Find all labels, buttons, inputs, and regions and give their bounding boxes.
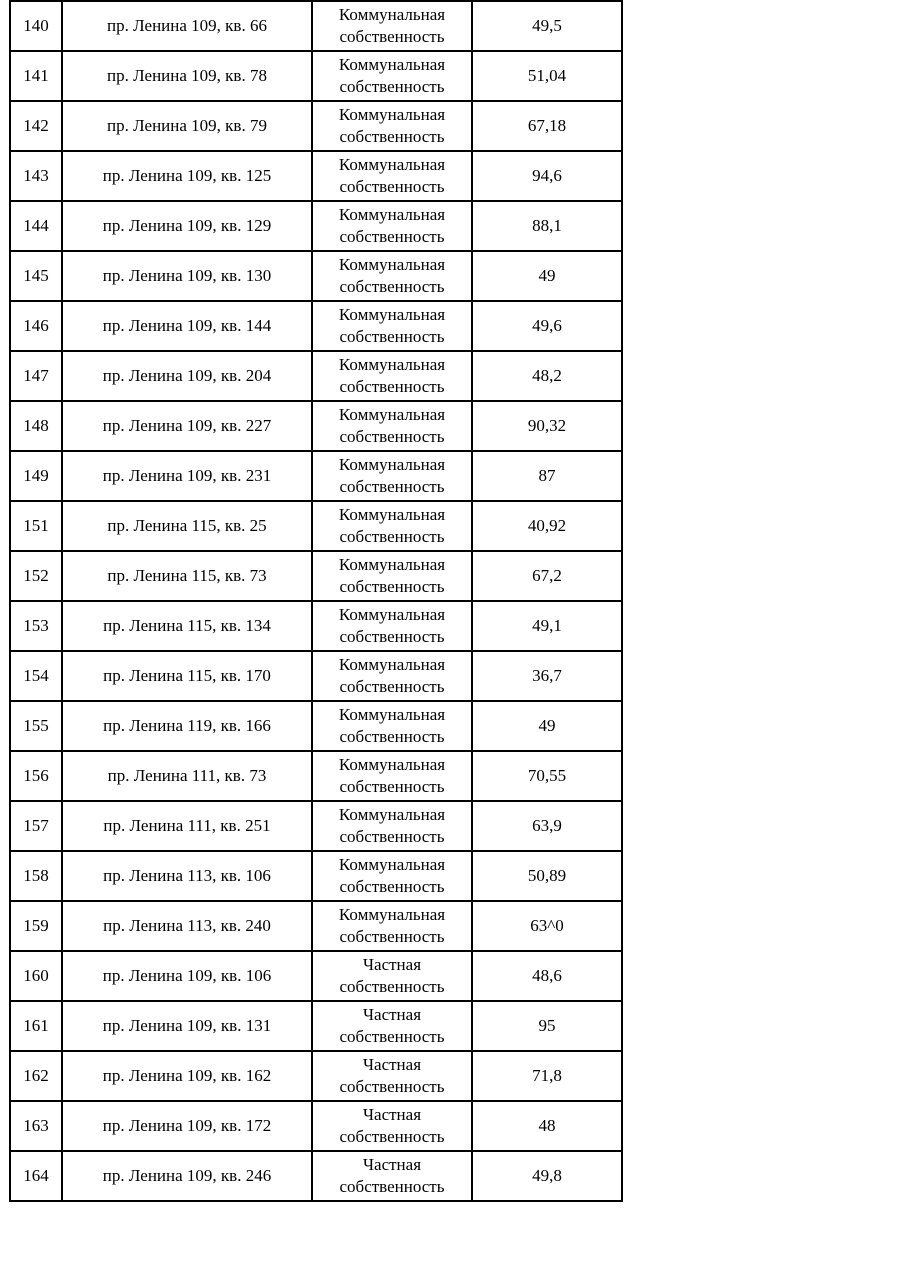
area-cell-text: 70,55 bbox=[527, 766, 567, 785]
address-cell-text: пр. Ленина 109, кв. 66 bbox=[107, 16, 267, 35]
row-number-cell bbox=[10, 251, 62, 301]
ownership-cell-text: Частная собственность bbox=[339, 1155, 445, 1196]
row-number-cell bbox=[10, 501, 62, 551]
area-cell bbox=[472, 351, 622, 401]
row-number-cell-text: 153 bbox=[23, 616, 49, 635]
ownership-cell-text: Коммунальная собственность bbox=[338, 455, 446, 496]
row-number-cell-text: 143 bbox=[23, 166, 49, 185]
document-page bbox=[9, 0, 621, 1202]
table-row bbox=[10, 1, 622, 51]
area-cell bbox=[472, 651, 622, 701]
area-cell bbox=[472, 851, 622, 901]
ownership-cell-text: Коммунальная собственность bbox=[338, 505, 446, 546]
row-number-cell-text: 144 bbox=[23, 216, 49, 235]
address-cell bbox=[62, 701, 312, 751]
row-number-cell-text: 156 bbox=[23, 766, 49, 785]
ownership-cell-text: Частная собственность bbox=[339, 1105, 445, 1146]
area-cell bbox=[472, 801, 622, 851]
address-cell-text: пр. Ленина 113, кв. 240 bbox=[103, 916, 271, 935]
area-cell-text: 49,5 bbox=[532, 16, 562, 35]
row-number-cell-text: 142 bbox=[23, 116, 49, 135]
ownership-cell bbox=[312, 951, 472, 1001]
ownership-cell bbox=[312, 1151, 472, 1201]
row-number-cell bbox=[10, 901, 62, 951]
table-row bbox=[10, 601, 622, 651]
address-cell bbox=[62, 601, 312, 651]
address-cell bbox=[62, 501, 312, 551]
area-cell bbox=[472, 151, 622, 201]
ownership-cell-text: Коммунальная собственность bbox=[338, 105, 446, 146]
area-cell-text: 90,32 bbox=[527, 416, 567, 435]
address-cell-text: пр. Ленина 111, кв. 73 bbox=[107, 766, 267, 785]
table-row bbox=[10, 851, 622, 901]
address-cell-text: пр. Ленина 115, кв. 170 bbox=[103, 666, 271, 685]
row-number-cell bbox=[10, 1151, 62, 1201]
ownership-cell bbox=[312, 651, 472, 701]
ownership-cell bbox=[312, 701, 472, 751]
address-cell bbox=[62, 801, 312, 851]
ownership-cell bbox=[312, 901, 472, 951]
ownership-cell bbox=[312, 1001, 472, 1051]
area-cell-text: 40,92 bbox=[527, 516, 567, 535]
table-row bbox=[10, 901, 622, 951]
row-number-cell-text: 145 bbox=[23, 266, 49, 285]
table-row bbox=[10, 1051, 622, 1101]
area-cell-text: 49,8 bbox=[532, 1166, 562, 1185]
area-cell bbox=[472, 1151, 622, 1201]
row-number-cell-text: 146 bbox=[23, 316, 49, 335]
table-row bbox=[10, 951, 622, 1001]
address-cell bbox=[62, 401, 312, 451]
ownership-cell bbox=[312, 801, 472, 851]
row-number-cell bbox=[10, 101, 62, 151]
ownership-cell-text: Коммунальная собственность bbox=[338, 605, 446, 646]
ownership-cell bbox=[312, 751, 472, 801]
table-row bbox=[10, 1151, 622, 1201]
row-number-cell-text: 158 bbox=[23, 866, 49, 885]
row-number-cell bbox=[10, 151, 62, 201]
address-cell-text: пр. Ленина 113, кв. 106 bbox=[103, 866, 271, 885]
address-cell-text: пр. Ленина 109, кв. 246 bbox=[102, 1166, 272, 1185]
ownership-cell bbox=[312, 1051, 472, 1101]
address-cell-text: пр. Ленина 109, кв. 125 bbox=[102, 166, 272, 185]
area-cell-text: 63,9 bbox=[532, 816, 562, 835]
row-number-cell bbox=[10, 551, 62, 601]
table-row bbox=[10, 51, 622, 101]
ownership-cell-text: Коммунальная собственность bbox=[338, 5, 446, 46]
address-cell-text: пр. Ленина 109, кв. 231 bbox=[102, 466, 272, 485]
ownership-cell bbox=[312, 851, 472, 901]
row-number-cell bbox=[10, 1001, 62, 1051]
area-cell bbox=[472, 201, 622, 251]
area-cell bbox=[472, 101, 622, 151]
row-number-cell bbox=[10, 951, 62, 1001]
area-cell-text: 36,7 bbox=[532, 666, 562, 685]
area-cell bbox=[472, 551, 622, 601]
row-number-cell-text: 140 bbox=[23, 16, 49, 35]
address-cell-text: пр. Ленина 109, кв. 162 bbox=[102, 1066, 272, 1085]
ownership-cell bbox=[312, 1101, 472, 1151]
row-number-cell bbox=[10, 351, 62, 401]
ownership-cell-text: Коммунальная собственность bbox=[338, 355, 446, 396]
ownership-cell bbox=[312, 451, 472, 501]
address-cell-text: пр. Ленина 115, кв. 73 bbox=[107, 566, 267, 585]
area-cell bbox=[472, 951, 622, 1001]
row-number-cell bbox=[10, 1051, 62, 1101]
ownership-cell bbox=[312, 251, 472, 301]
area-cell-text: 48,6 bbox=[532, 966, 562, 985]
area-cell bbox=[472, 301, 622, 351]
ownership-cell bbox=[312, 401, 472, 451]
area-cell-text: 63^0 bbox=[530, 916, 564, 935]
table-row bbox=[10, 251, 622, 301]
area-cell-text: 49 bbox=[538, 716, 556, 735]
row-number-cell bbox=[10, 751, 62, 801]
ownership-cell-text: Коммунальная собственность bbox=[338, 305, 446, 346]
area-cell-text: 95 bbox=[538, 1016, 556, 1035]
area-cell-text: 67,2 bbox=[532, 566, 562, 585]
address-cell bbox=[62, 651, 312, 701]
ownership-cell-text: Коммунальная собственность bbox=[338, 205, 446, 246]
ownership-cell bbox=[312, 151, 472, 201]
row-number-cell-text: 159 bbox=[23, 916, 49, 935]
ownership-cell-text: Коммунальная собственность bbox=[338, 555, 446, 596]
ownership-cell-text: Частная собственность bbox=[339, 1055, 445, 1096]
ownership-cell-text: Коммунальная собственность bbox=[338, 755, 446, 796]
address-cell bbox=[62, 1001, 312, 1051]
address-cell bbox=[62, 1101, 312, 1151]
table-row bbox=[10, 501, 622, 551]
address-cell bbox=[62, 101, 312, 151]
row-number-cell bbox=[10, 1101, 62, 1151]
address-cell-text: пр. Ленина 115, кв. 134 bbox=[103, 616, 271, 635]
area-cell bbox=[472, 1001, 622, 1051]
address-cell bbox=[62, 901, 312, 951]
address-cell bbox=[62, 1, 312, 51]
address-cell-text: пр. Ленина 109, кв. 204 bbox=[102, 366, 272, 385]
table-row bbox=[10, 301, 622, 351]
table-row bbox=[10, 551, 622, 601]
table-row bbox=[10, 401, 622, 451]
ownership-cell-text: Коммунальная собственность bbox=[338, 805, 446, 846]
row-number-cell bbox=[10, 401, 62, 451]
address-cell bbox=[62, 251, 312, 301]
area-cell-text: 71,8 bbox=[532, 1066, 562, 1085]
ownership-cell-text: Коммунальная собственность bbox=[338, 855, 446, 896]
table-row bbox=[10, 151, 622, 201]
area-cell bbox=[472, 1, 622, 51]
row-number-cell-text: 152 bbox=[23, 566, 49, 585]
area-cell-text: 49 bbox=[538, 266, 556, 285]
address-cell-text: пр. Ленина 109, кв. 78 bbox=[107, 66, 267, 85]
address-cell-text: пр. Ленина 115, кв. 25 bbox=[107, 516, 267, 535]
address-cell-text: пр. Ленина 109, кв. 106 bbox=[102, 966, 272, 985]
address-cell bbox=[62, 751, 312, 801]
address-cell-text: пр. Ленина 109, кв. 131 bbox=[102, 1016, 272, 1035]
address-cell bbox=[62, 551, 312, 601]
table-row bbox=[10, 1001, 622, 1051]
table-row bbox=[10, 451, 622, 501]
row-number-cell-text: 147 bbox=[23, 366, 49, 385]
property-table-body bbox=[10, 1, 622, 1201]
address-cell bbox=[62, 951, 312, 1001]
area-cell-text: 48,2 bbox=[532, 366, 562, 385]
area-cell bbox=[472, 1101, 622, 1151]
area-cell bbox=[472, 601, 622, 651]
row-number-cell-text: 151 bbox=[23, 516, 49, 535]
ownership-cell-text: Коммунальная собственность bbox=[338, 905, 446, 946]
area-cell-text: 87 bbox=[538, 466, 556, 485]
ownership-cell-text: Коммунальная собственность bbox=[338, 155, 446, 196]
row-number-cell bbox=[10, 801, 62, 851]
row-number-cell-text: 149 bbox=[23, 466, 49, 485]
row-number-cell-text: 155 bbox=[23, 716, 49, 735]
address-cell-text: пр. Ленина 111, кв. 251 bbox=[103, 816, 271, 835]
area-cell bbox=[472, 451, 622, 501]
table-row bbox=[10, 351, 622, 401]
address-cell-text: пр. Ленина 109, кв. 130 bbox=[102, 266, 272, 285]
row-number-cell-text: 163 bbox=[23, 1116, 49, 1135]
row-number-cell bbox=[10, 1, 62, 51]
area-cell-text: 67,18 bbox=[527, 116, 567, 135]
table-row bbox=[10, 801, 622, 851]
area-cell-text: 94,6 bbox=[532, 166, 562, 185]
table-row bbox=[10, 701, 622, 751]
ownership-cell-text: Коммунальная собственность bbox=[338, 705, 446, 746]
address-cell-text: пр. Ленина 119, кв. 166 bbox=[103, 716, 271, 735]
row-number-cell-text: 160 bbox=[23, 966, 49, 985]
row-number-cell-text: 154 bbox=[23, 666, 49, 685]
table-row bbox=[10, 201, 622, 251]
row-number-cell bbox=[10, 51, 62, 101]
row-number-cell-text: 148 bbox=[23, 416, 49, 435]
area-cell bbox=[472, 51, 622, 101]
ownership-cell bbox=[312, 1, 472, 51]
area-cell-text: 49,1 bbox=[532, 616, 562, 635]
row-number-cell-text: 141 bbox=[23, 66, 49, 85]
ownership-cell bbox=[312, 501, 472, 551]
ownership-cell-text: Коммунальная собственность bbox=[338, 405, 446, 446]
address-cell bbox=[62, 1051, 312, 1101]
row-number-cell bbox=[10, 601, 62, 651]
area-cell-text: 50,89 bbox=[527, 866, 567, 885]
ownership-cell bbox=[312, 601, 472, 651]
ownership-cell-text: Частная собственность bbox=[339, 955, 445, 996]
address-cell-text: пр. Ленина 109, кв. 144 bbox=[102, 316, 272, 335]
table-row bbox=[10, 101, 622, 151]
area-cell bbox=[472, 901, 622, 951]
address-cell-text: пр. Ленина 109, кв. 129 bbox=[102, 216, 272, 235]
table-row bbox=[10, 1101, 622, 1151]
ownership-cell bbox=[312, 351, 472, 401]
row-number-cell bbox=[10, 451, 62, 501]
area-cell-text: 51,04 bbox=[527, 66, 567, 85]
area-cell bbox=[472, 501, 622, 551]
row-number-cell-text: 162 bbox=[23, 1066, 49, 1085]
address-cell bbox=[62, 451, 312, 501]
address-cell bbox=[62, 301, 312, 351]
ownership-cell bbox=[312, 551, 472, 601]
row-number-cell bbox=[10, 201, 62, 251]
address-cell bbox=[62, 151, 312, 201]
row-number-cell bbox=[10, 851, 62, 901]
address-cell bbox=[62, 351, 312, 401]
row-number-cell-text: 161 bbox=[23, 1016, 49, 1035]
area-cell bbox=[472, 251, 622, 301]
address-cell-text: пр. Ленина 109, кв. 172 bbox=[102, 1116, 272, 1135]
row-number-cell bbox=[10, 651, 62, 701]
row-number-cell bbox=[10, 301, 62, 351]
table-row bbox=[10, 751, 622, 801]
property-table bbox=[9, 0, 623, 1202]
area-cell bbox=[472, 701, 622, 751]
row-number-cell-text: 157 bbox=[23, 816, 49, 835]
row-number-cell bbox=[10, 701, 62, 751]
ownership-cell bbox=[312, 201, 472, 251]
address-cell-text: пр. Ленина 109, кв. 79 bbox=[107, 116, 267, 135]
area-cell-text: 49,6 bbox=[532, 316, 562, 335]
area-cell bbox=[472, 1051, 622, 1101]
ownership-cell-text: Коммунальная собственность bbox=[338, 655, 446, 696]
area-cell-text: 88,1 bbox=[532, 216, 562, 235]
address-cell bbox=[62, 201, 312, 251]
ownership-cell bbox=[312, 301, 472, 351]
ownership-cell-text: Частная собственность bbox=[339, 1005, 445, 1046]
ownership-cell-text: Коммунальная собственность bbox=[338, 55, 446, 96]
area-cell bbox=[472, 751, 622, 801]
ownership-cell bbox=[312, 101, 472, 151]
address-cell bbox=[62, 51, 312, 101]
address-cell bbox=[62, 851, 312, 901]
ownership-cell-text: Коммунальная собственность bbox=[338, 255, 446, 296]
area-cell-text: 48 bbox=[538, 1116, 556, 1135]
row-number-cell-text: 164 bbox=[23, 1166, 49, 1185]
address-cell bbox=[62, 1151, 312, 1201]
table-row bbox=[10, 651, 622, 701]
address-cell-text: пр. Ленина 109, кв. 227 bbox=[102, 416, 272, 435]
ownership-cell bbox=[312, 51, 472, 101]
area-cell bbox=[472, 401, 622, 451]
